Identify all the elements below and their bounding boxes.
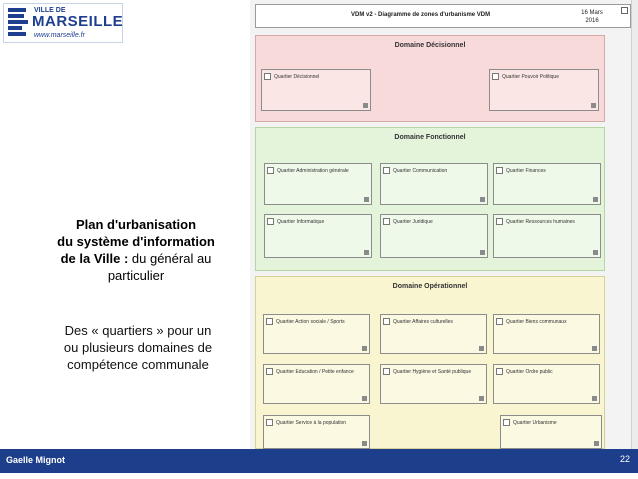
diagram-scrollbar[interactable] bbox=[631, 0, 638, 449]
quartier-label: Quartier Action sociale / Sports bbox=[276, 319, 345, 325]
link-icon bbox=[362, 441, 367, 446]
quartier-box[interactable] bbox=[489, 69, 599, 111]
quartier-checkbox-icon bbox=[266, 318, 273, 325]
link-icon bbox=[479, 346, 484, 351]
diagram-header bbox=[255, 4, 631, 28]
quartier-box[interactable] bbox=[263, 364, 370, 404]
quartier-label: Quartier Ressources humaines bbox=[506, 219, 575, 225]
quartier-box[interactable] bbox=[500, 415, 602, 449]
link-icon bbox=[594, 441, 599, 446]
quartier-label: Quartier Hygiène et Santé publique bbox=[393, 369, 472, 375]
diagram-title: VDM v2 - Diagramme de zones d'urbanisme VDM bbox=[351, 12, 491, 18]
title-line2: du système d'information bbox=[57, 234, 215, 249]
quartier-label: Quartier Informatique bbox=[277, 219, 325, 225]
quartier-box[interactable] bbox=[261, 69, 371, 111]
title-line3-bold: de la Ville : bbox=[60, 251, 129, 266]
ville-de-marseille-logo bbox=[3, 3, 123, 43]
title-line4: particulier bbox=[107, 268, 165, 283]
link-icon bbox=[592, 396, 597, 401]
domain-name: Domaine Fonctionnel bbox=[394, 134, 466, 141]
header-corner-icon bbox=[621, 7, 628, 14]
link-icon bbox=[362, 346, 367, 351]
logo-mark-icon bbox=[8, 8, 28, 38]
quartier-checkbox-icon bbox=[383, 218, 390, 225]
domain-decisionnel bbox=[255, 35, 605, 122]
link-icon bbox=[364, 197, 369, 202]
quartier-checkbox-icon bbox=[267, 218, 274, 225]
quartier-checkbox-icon bbox=[383, 318, 390, 325]
quartier-box[interactable] bbox=[380, 314, 487, 354]
link-icon bbox=[480, 250, 485, 255]
quartier-box[interactable] bbox=[263, 314, 370, 354]
subtitle-line1: Des « quartiers » pour un bbox=[64, 323, 212, 338]
link-icon bbox=[480, 197, 485, 202]
quartier-label: Quartier Biens communaux bbox=[506, 319, 567, 325]
quartier-box[interactable] bbox=[263, 415, 370, 449]
link-icon bbox=[593, 197, 598, 202]
quartier-label: Quartier Service à la population bbox=[276, 420, 347, 426]
quartier-label: Quartier Décisionnel bbox=[274, 74, 320, 80]
diagram-date-year: 2016 bbox=[585, 18, 599, 24]
quartier-box[interactable] bbox=[264, 214, 372, 258]
logo-line1: VILLE DE bbox=[34, 7, 66, 14]
quartier-checkbox-icon bbox=[383, 167, 390, 174]
quartier-box[interactable] bbox=[493, 364, 600, 404]
link-icon bbox=[592, 346, 597, 351]
domain-name: Domaine Opérationnel bbox=[392, 283, 468, 290]
quartier-box[interactable] bbox=[493, 163, 601, 205]
quartier-checkbox-icon bbox=[266, 419, 273, 426]
quartier-label: Quartier Affaires culturelles bbox=[393, 319, 453, 325]
subtitle-line3: compétence communale bbox=[67, 357, 209, 372]
footer-author: Gaelle Mignot bbox=[6, 455, 66, 465]
quartier-checkbox-icon bbox=[496, 318, 503, 325]
quartier-checkbox-icon bbox=[496, 218, 503, 225]
link-icon bbox=[479, 396, 484, 401]
quartier-box[interactable] bbox=[493, 314, 600, 354]
quartier-label: Quartier Ordre public bbox=[506, 369, 553, 375]
quartier-box[interactable] bbox=[380, 163, 488, 205]
diagram-date-day: 16 Mars bbox=[581, 10, 603, 16]
link-icon bbox=[363, 103, 368, 108]
domain-name: Domaine Décisionnel bbox=[394, 42, 466, 49]
quartier-label: Quartier Finances bbox=[506, 168, 546, 174]
subtitle-line2: ou plusieurs domaines de bbox=[63, 340, 213, 355]
slide-title bbox=[36, 216, 236, 284]
diagram-date bbox=[572, 9, 612, 25]
link-icon bbox=[593, 250, 598, 255]
title-line3-rest: du général au bbox=[128, 251, 212, 266]
quartier-label: Quartier Administration générale bbox=[277, 168, 349, 174]
logo-url: www.marseille.fr bbox=[34, 32, 85, 39]
link-icon bbox=[591, 103, 596, 108]
quartier-checkbox-icon bbox=[496, 368, 503, 375]
quartier-label: Quartier Urbanisme bbox=[513, 420, 557, 426]
quartier-label: Quartier Juridique bbox=[393, 219, 433, 225]
domain-fonctionnel bbox=[255, 127, 605, 271]
quartier-checkbox-icon bbox=[383, 368, 390, 375]
quartier-box[interactable] bbox=[493, 214, 601, 258]
quartier-checkbox-icon bbox=[264, 73, 271, 80]
quartier-label: Quartier Education / Petite enfance bbox=[276, 369, 354, 375]
quartier-label: Quartier Communication bbox=[393, 168, 448, 174]
quartier-label: Quartier Pouvoir Politique bbox=[502, 74, 559, 80]
quartier-checkbox-icon bbox=[266, 368, 273, 375]
link-icon bbox=[362, 396, 367, 401]
domain-operationnel bbox=[255, 276, 605, 449]
title-line1: Plan d'urbanisation bbox=[75, 217, 197, 232]
footer-bar bbox=[0, 449, 638, 473]
page-number: 22 bbox=[619, 454, 630, 464]
quartier-checkbox-icon bbox=[503, 419, 510, 426]
quartier-box[interactable] bbox=[380, 364, 487, 404]
quartier-box[interactable] bbox=[380, 214, 488, 258]
urbanisation-diagram bbox=[250, 0, 638, 449]
link-icon bbox=[364, 250, 369, 255]
quartier-checkbox-icon bbox=[492, 73, 499, 80]
logo-line2: MARSEILLE bbox=[32, 13, 124, 30]
quartier-box[interactable] bbox=[264, 163, 372, 205]
quartier-checkbox-icon bbox=[267, 167, 274, 174]
slide-subtitle bbox=[40, 322, 236, 373]
quartier-checkbox-icon bbox=[496, 167, 503, 174]
